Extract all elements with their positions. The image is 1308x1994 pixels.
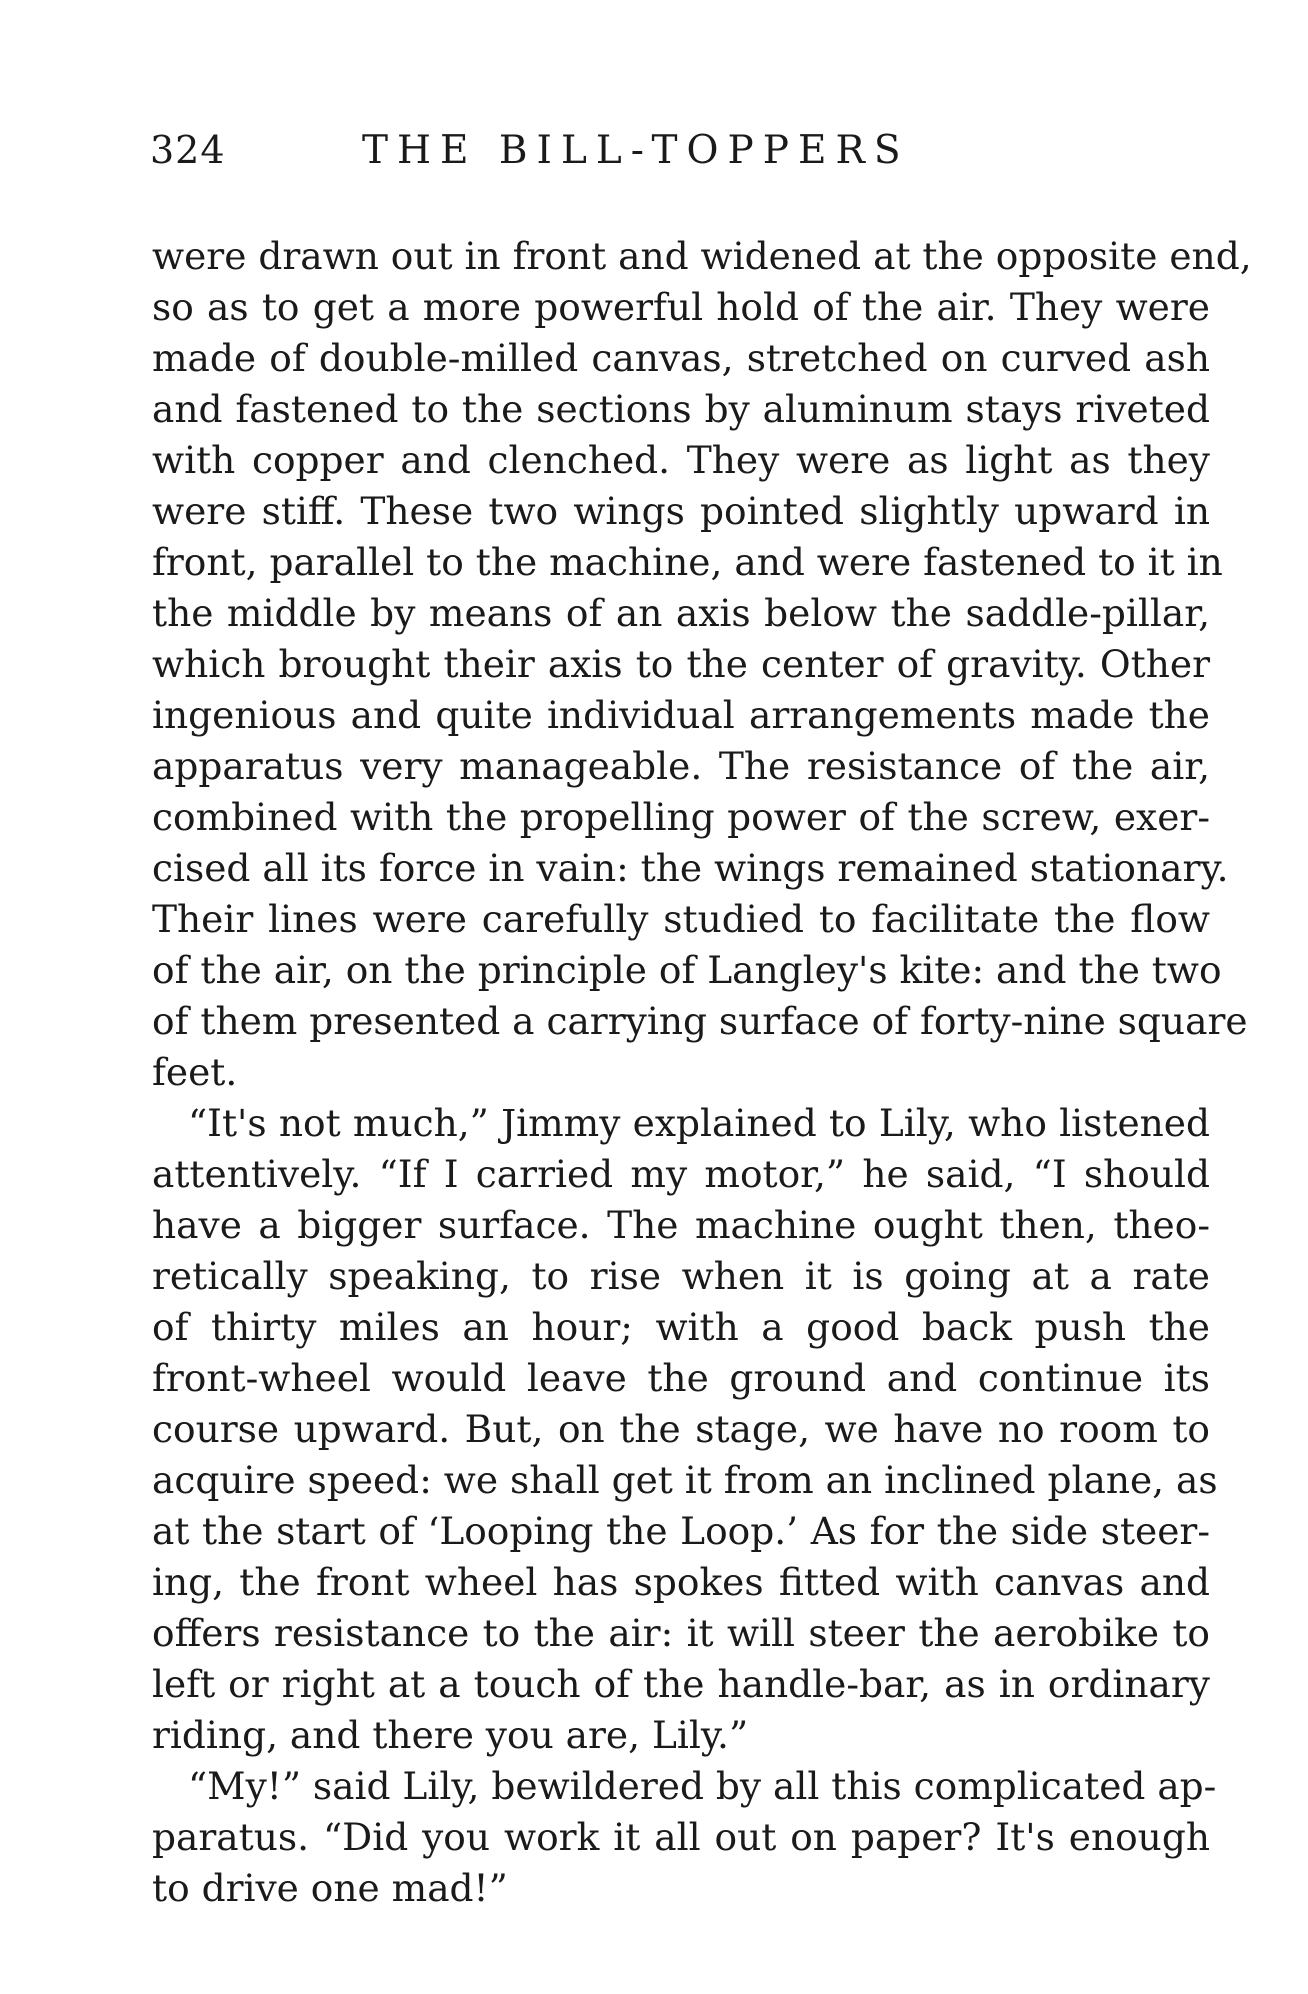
text-line: acquire speed: we shall get it from an inclined plane, as <box>152 1458 1218 1502</box>
text-line: combined with the propelling power of the screw, exer- <box>152 795 1210 839</box>
text-line: were stiff. These two wings pointed slightly upward in <box>152 489 1210 533</box>
body-text <box>152 231 1252 1914</box>
text-line: the middle by means of an axis below the saddle-pillar, <box>152 591 1210 635</box>
text-line: made of double-milled canvas, stretched on curved ash <box>152 336 1210 380</box>
text-line: left or right at a touch of the handle-bar, as in ordinary <box>152 1662 1210 1706</box>
text-line: have a bigger surface. The machine ought then, theo- <box>152 1203 1210 1247</box>
text-line: of the air, on the principle of Langley's kite: and the two <box>152 948 1222 992</box>
text-line: of them presented a carrying surface of forty-nine square <box>152 999 1248 1043</box>
text-line: of thirty miles an hour; with a good back push the <box>152 1305 1210 1349</box>
page-number: 324 <box>150 128 226 172</box>
text-line: retically speaking, to rise when it is going at a rate <box>152 1254 1210 1298</box>
text-line: which brought their axis to the center of gravity. Other <box>152 642 1210 686</box>
text-line: paratus. “Did you work it all out on paper? It's enough <box>152 1815 1210 1859</box>
text-line: front-wheel would leave the ground and continue its <box>152 1356 1210 1400</box>
text-line: feet. <box>152 1050 238 1094</box>
text-line: so as to get a more powerful hold of the air. They were <box>152 285 1210 329</box>
text-line: ingenious and quite individual arrangements made the <box>152 693 1210 737</box>
text-line: offers resistance to the air: it will steer the aerobike to <box>152 1611 1210 1655</box>
text-line: ing, the front wheel has spokes fitted with canvas and <box>152 1560 1210 1604</box>
text-line: front, parallel to the machine, and were fastened to it in <box>152 540 1223 584</box>
text-line: and fastened to the sections by aluminum stays riveted <box>152 387 1210 431</box>
text-line: “It's not much,” Jimmy explained to Lily, who listened <box>188 1101 1210 1145</box>
text-line: with copper and clenched. They were as light as they <box>152 438 1210 482</box>
text-line: Their lines were carefully studied to facilitate the flow <box>152 897 1210 941</box>
text-line: apparatus very manageable. The resistance of the air, <box>152 744 1210 788</box>
text-line: cised all its force in vain: the wings remained stationary. <box>152 846 1229 890</box>
running-title: THE BILL-TOPPERS <box>362 128 910 173</box>
text-line: at the start of ‘Looping the Loop.’ As for the side steer- <box>152 1509 1210 1553</box>
text-line: course upward. But, on the stage, we have no room to <box>152 1407 1210 1451</box>
text-line: were drawn out in front and widened at the opposite end, <box>152 234 1252 278</box>
page-header <box>150 128 1210 188</box>
text-line: riding, and there you are, Lily.” <box>152 1713 749 1757</box>
text-line: attentively. “If I carried my motor,” he said, “I should <box>152 1152 1210 1196</box>
text-line: to drive one mad!” <box>152 1866 508 1910</box>
text-line: “My!” said Lily, bewildered by all this complicated ap- <box>188 1764 1217 1808</box>
